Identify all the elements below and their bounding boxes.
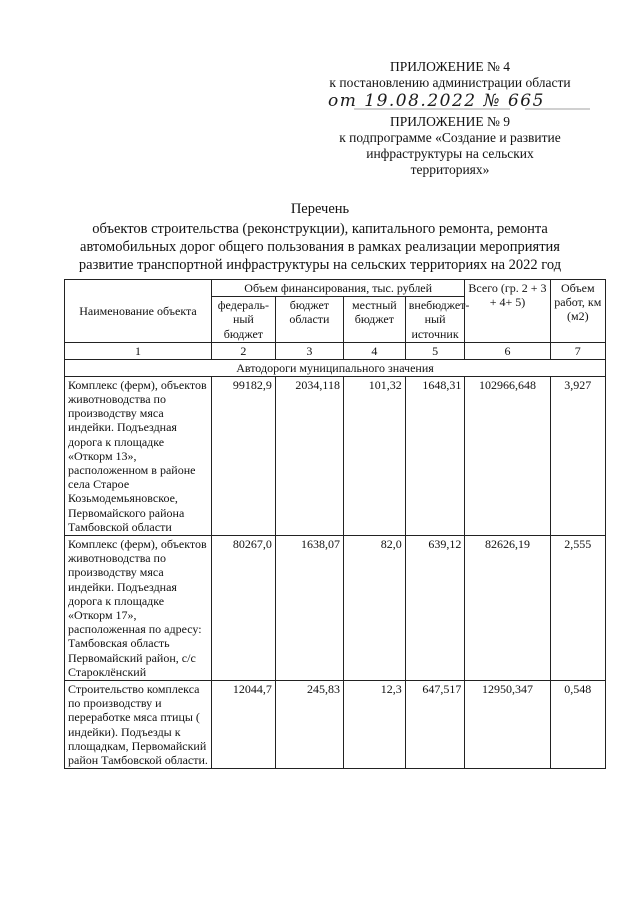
col-header-extra: внебюджет-ный источник — [405, 297, 465, 343]
volume-value: 0,548 — [550, 681, 605, 769]
subprogram-line-2: инфраструктуры на сельских — [366, 146, 534, 161]
col-header-federal: федераль-ный бюджет — [211, 297, 275, 343]
section-row — [65, 359, 606, 376]
regional-value: 1638,07 — [275, 536, 343, 681]
object-name: Строительство комплекса по производству и переработке мяса птицы ( индейки). Подъезды к площадкам, Первомайский район Тамбовской области. — [65, 681, 212, 769]
extra-value: 1648,31 — [405, 376, 465, 535]
local-value: 12,3 — [343, 681, 405, 769]
object-name: Комплекс (ферм), объектов животноводства по производству мяса индейки. Подъездная дорога к площадке «Откорм 13», расположенном в районе села Старое Козьмодемьяновское, Первомайского района Тамбовской области — [65, 376, 212, 535]
extra-value: 639,12 — [405, 536, 465, 681]
appendix-9-heading: ПРИЛОЖЕНИЕ № 9 — [389, 114, 511, 129]
table-row — [65, 376, 606, 535]
subprogram-line-1: к подпрограмме «Создание и развитие — [339, 130, 561, 145]
total-value: 82626,19 — [465, 536, 550, 681]
column-number: 7 — [550, 342, 605, 359]
federal-value: 80267,0 — [211, 536, 275, 681]
subprogram-line-3: территориях» — [410, 162, 490, 177]
title-line-2: автомобильных дорог общего пользования в рамках реализации мероприятия — [80, 239, 560, 255]
col-header-regional: бюджет области — [275, 297, 343, 343]
col-header-local: местный бюджет — [343, 297, 405, 343]
column-number: 3 — [275, 342, 343, 359]
col-header-funding: Объем финансирования, тыс. рублей — [211, 280, 464, 297]
objects-table — [64, 279, 606, 769]
table-row — [65, 681, 606, 769]
column-number: 1 — [65, 342, 212, 359]
document-title — [40, 200, 600, 274]
header-row-1 — [65, 280, 606, 297]
appendix-4-heading: ПРИЛОЖЕНИЕ № 4 — [389, 59, 511, 74]
volume-value: 3,927 — [550, 376, 605, 535]
col-header-name: Наименование объекта — [65, 280, 212, 343]
total-value: 12950,347 — [465, 681, 550, 769]
column-number: 4 — [343, 342, 405, 359]
title-line-1: объектов строительства (реконструкции), капитального ремонта, ремонта — [92, 221, 548, 237]
regional-value: 245,83 — [275, 681, 343, 769]
title-line-3: развитие транспортной инфраструктуры на сельских территориях на 2022 год — [78, 257, 562, 273]
handwritten-text: от 19.08.2022 № 665 — [328, 91, 545, 111]
resolution-reference: к постановлению администрации области — [329, 75, 571, 90]
local-value: 82,0 — [343, 536, 405, 681]
column-number: 6 — [465, 342, 550, 359]
local-value: 101,32 — [343, 376, 405, 535]
col-header-volume: Объем работ, км (м2) — [550, 280, 605, 343]
total-value: 102966,648 — [465, 376, 550, 535]
federal-value: 12044,7 — [211, 681, 275, 769]
federal-value: 99182,9 — [211, 376, 275, 535]
title-heading: Перечень — [290, 201, 350, 217]
object-name: Комплекс (ферм), объектов животноводства по производству мяса индейки. Подъездная дорога к площадке «Откорм 17», расположенная по адресу: Тамбовская область Первомайский район, с/с Староклёнский — [65, 536, 212, 681]
regional-value: 2034,118 — [275, 376, 343, 535]
col-header-total: Всего (гр. 2 + 3 + 4+ 5) — [465, 280, 550, 343]
column-number: 5 — [405, 342, 465, 359]
extra-value: 647,517 — [405, 681, 465, 769]
handwritten-date-number — [320, 90, 600, 112]
column-numbers-row — [65, 342, 606, 359]
volume-value: 2,555 — [550, 536, 605, 681]
subprogram-reference — [300, 130, 600, 178]
column-number: 2 — [211, 342, 275, 359]
section-label: Автодороги муниципального значения — [65, 359, 606, 376]
table-row — [65, 536, 606, 681]
